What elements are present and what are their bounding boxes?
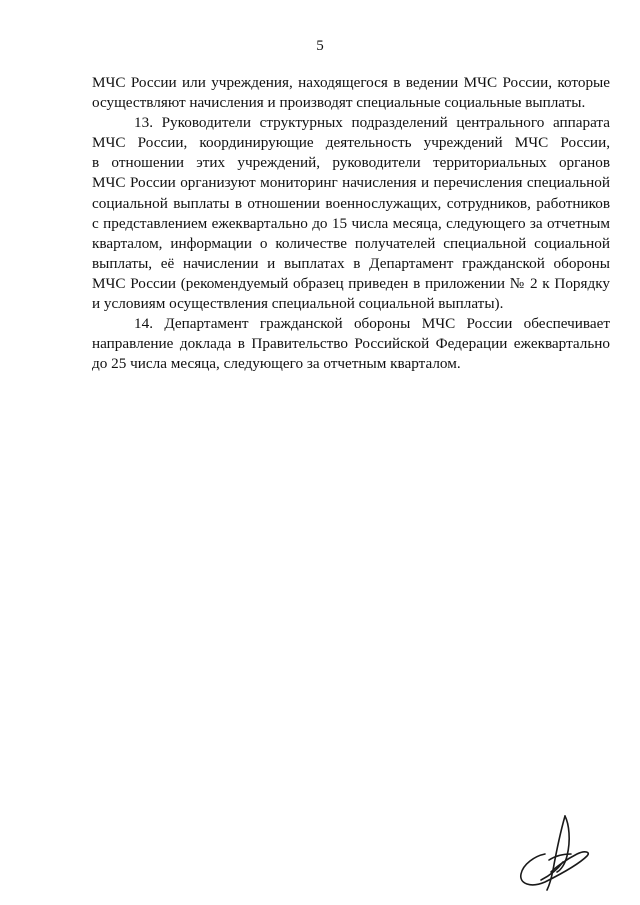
- document-body: [92, 73, 610, 374]
- text-line: 14. Департамент гражданской обороны МЧС России обеспечивает: [134, 315, 610, 333]
- paragraph-item-14: [92, 314, 610, 374]
- text-line: социальной выплаты в отношении военнослужащих, сотрудников, работников: [92, 194, 610, 212]
- text-line: выплаты, её начислении и выплатах в Департамент гражданской обороны: [92, 254, 610, 272]
- text-line: МЧС России (рекомендуемый образец приведен в приложении № 2 к Порядку: [92, 274, 610, 292]
- text-line: МЧС России организуют мониторинг начисления и перечисления специальной: [92, 174, 610, 192]
- text-line: и условиям осуществления специальной социальной выплаты).: [92, 295, 504, 313]
- handwritten-signature: [505, 810, 605, 895]
- text-line: кварталом, информации о количестве получателей специальной социальной: [92, 234, 610, 252]
- text-line: в отношении этих учреждений, руководители территориальных органов: [92, 154, 610, 172]
- text-line: МЧС России или учреждения, находящегося в ведении МЧС России, которые: [92, 74, 610, 91]
- text-line: с представлением ежеквартально до 15 числа месяца, следующего за отчетным: [92, 214, 610, 232]
- text-line: МЧС России, координирующие деятельность учреждений МЧС России,: [92, 134, 610, 152]
- paragraph-item-13: [92, 113, 610, 314]
- text-line: осуществляют начисления и производят специальные социальные выплаты.: [92, 94, 586, 112]
- text-line: 13. Руководители структурных подразделений центрального аппарата: [134, 114, 610, 132]
- page-number: 5: [316, 38, 324, 54]
- text-line: направление доклада в Правительство Российской Федерации ежеквартально: [92, 335, 610, 353]
- text-line: до 25 числа месяца, следующего за отчетным кварталом.: [92, 355, 461, 373]
- paragraph-continuation: [92, 73, 610, 113]
